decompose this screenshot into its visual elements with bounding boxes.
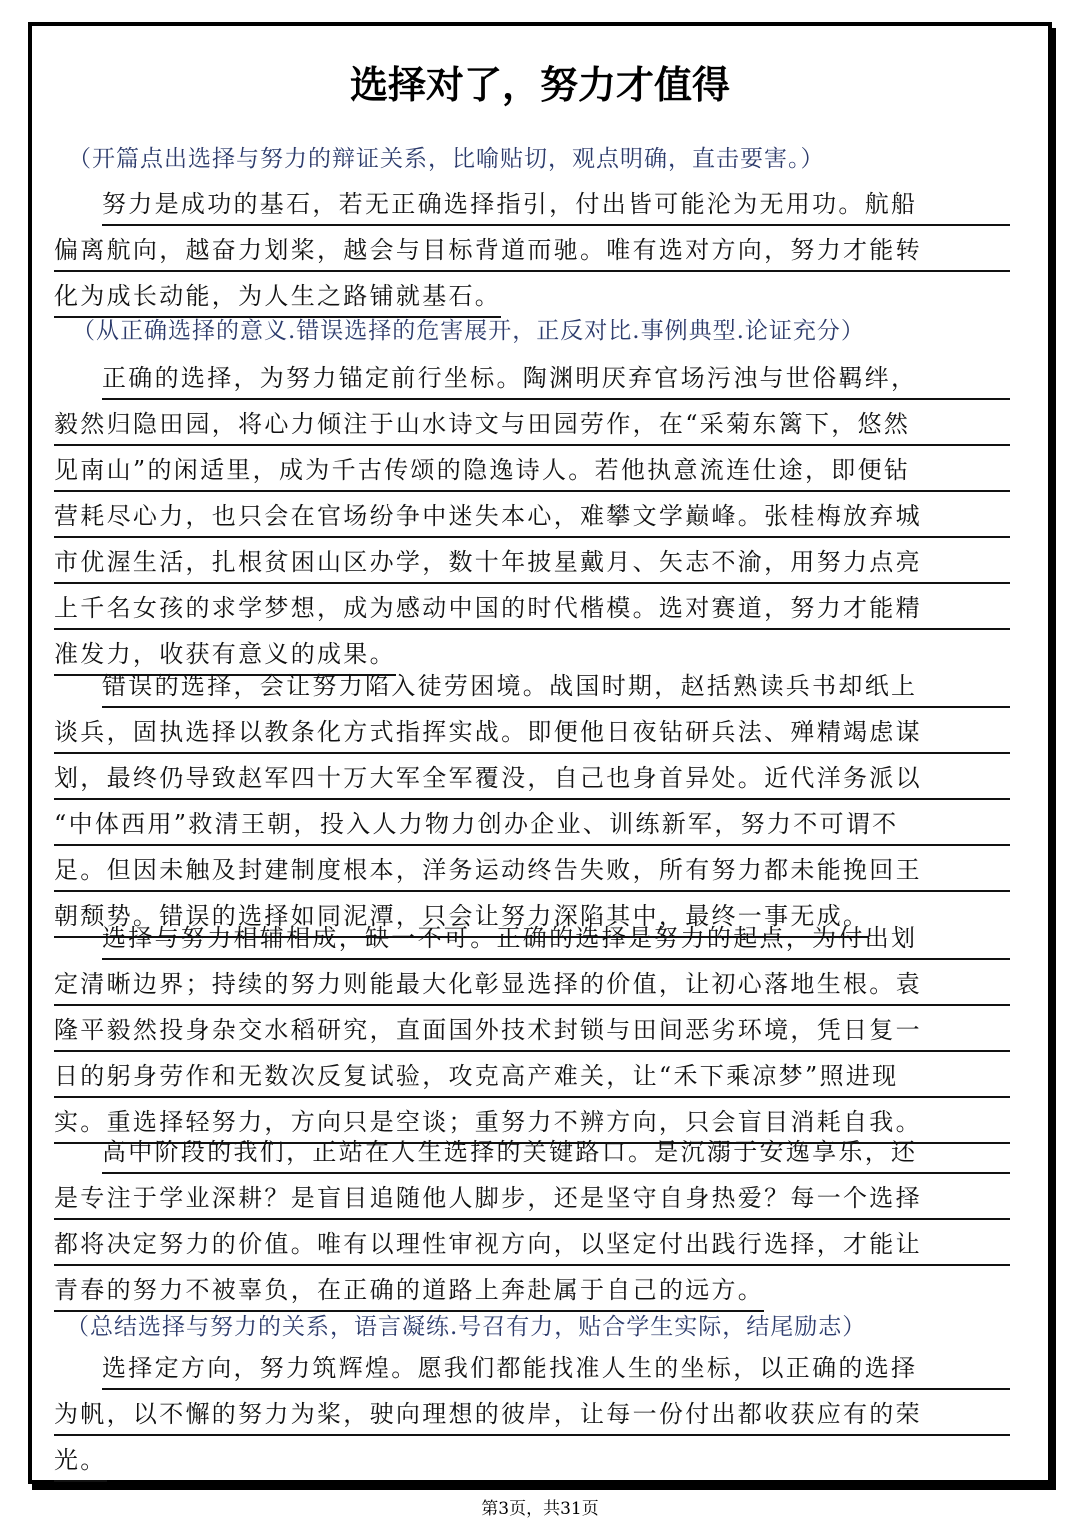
text-line: 偏离航向，越奋力划桨，越会与目标背道而驰。唯有选对方向，努力才能转 xyxy=(54,228,1014,274)
text-line: 光。 xyxy=(54,1438,1014,1484)
text-line: 准发力，收获有意义的成果。 xyxy=(54,632,1014,678)
essay-paragraph xyxy=(54,916,1014,1146)
text-line: 青春的努力不被辜负，在正确的道路上奔赴属于自己的远方。 xyxy=(54,1268,1014,1314)
text-line: 朝颓势。错误的选择如同泥潭，只会让努力深陷其中，最终一事无成。 xyxy=(54,894,1014,940)
text-line: 划，最终仍导致赵军四十万大军全军覆没，自己也身首异处。近代洋务派以 xyxy=(54,756,1014,802)
text-line: 足。但因未触及封建制度根本，洋务运动终告失败，所有努力都未能挽回王 xyxy=(54,848,1014,894)
essay-paragraph xyxy=(54,1130,1014,1314)
text-line: 都将决定努力的价值。唯有以理性审视方向，以坚定付出践行选择，才能让 xyxy=(54,1222,1014,1268)
text-line: 高中阶段的我们，正站在人生选择的关键路口。是沉溺于安逸享乐，还 xyxy=(54,1130,1014,1176)
text-line: 上千名女孩的求学梦想，成为感动中国的时代楷模。选对赛道，努力才能精 xyxy=(54,586,1014,632)
essay-title: 选择对了，努力才值得 xyxy=(349,63,730,107)
text-line: 选择与努力相辅相成，缺一不可。正确的选择是努力的起点，为付出划 xyxy=(54,916,1014,962)
text-line: 实。重选择轻努力，方向只是空谈；重努力不辨方向，只会盲目消耗自我。 xyxy=(54,1100,1014,1146)
text-line: 正确的选择，为努力锚定前行坐标。陶渊明厌弃官场污浊与世俗羁绊， xyxy=(54,356,1014,402)
text-line: 定清晰边界；持续的努力则能最大化彰显选择的价值，让初心落地生根。袁 xyxy=(54,962,1014,1008)
essay-paragraph xyxy=(54,182,1014,320)
text-line: 营耗尽心力，也只会在官场纷争中迷失本心，难攀文学巅峰。张桂梅放弃城 xyxy=(54,494,1014,540)
text-line: 见南山”的闲适里，成为千古传颂的隐逸诗人。若他执意流连仕途，即便钻 xyxy=(54,448,1014,494)
text-line: 市优渥生活，扎根贫困山区办学，数十年披星戴月、矢志不渝，用努力点亮 xyxy=(54,540,1014,586)
text-line: 选择定方向，努力筑辉煌。愿我们都能找准人生的坐标，以正确的选择 xyxy=(54,1346,1014,1392)
annotation-note: （开篇点出选择与努力的辩证关系，比喻贴切，观点明确，直击要害。） xyxy=(68,146,825,172)
text-line: 化为成长动能，为人生之路铺就基石。 xyxy=(54,274,1014,320)
annotation-note: （总结选择与努力的关系，语言凝练.号召有力，贴合学生实际，结尾励志） xyxy=(66,1314,867,1340)
text-line: “中体西用”救清王朝，投入人力物力创办企业、训练新军，努力不可谓不 xyxy=(54,802,1014,848)
text-line: 毅然归隐田园，将心力倾注于山水诗文与田园劳作，在“采菊东篱下，悠然 xyxy=(54,402,1014,448)
text-line: 日的躬身劳作和无数次反复试验，攻克高产难关，让“禾下乘凉梦”照进现 xyxy=(54,1054,1014,1100)
essay-paragraph xyxy=(54,1346,1014,1484)
page-number: 第3页，共31页 xyxy=(481,1499,599,1519)
text-line: 努力是成功的基石，若无正确选择指引，付出皆可能沦为无用功。航船 xyxy=(54,182,1014,228)
text-line: 隆平毅然投身杂交水稻研究，直面国外技术封锁与田间恶劣环境，凭日复一 xyxy=(54,1008,1014,1054)
essay-paragraph xyxy=(54,664,1014,940)
text-line: 谈兵，固执选择以教条化方式指挥实战。即便他日夜钻研兵法、殚精竭虑谋 xyxy=(54,710,1014,756)
text-line: 错误的选择，会让努力陷入徒劳困境。战国时期，赵括熟读兵书却纸上 xyxy=(54,664,1014,710)
annotation-note: （从正确选择的意义.错误选择的危害展开，正反对比.事例典型.论证充分） xyxy=(72,318,865,344)
text-line: 是专注于学业深耕？是盲目追随他人脚步，还是坚守自身热爱？每一个选择 xyxy=(54,1176,1014,1222)
page-frame xyxy=(28,22,1052,1484)
essay-paragraph xyxy=(54,356,1014,678)
text-line: 为帆，以不懈的努力为桨，驶向理想的彼岸，让每一份付出都收获应有的荣 xyxy=(54,1392,1014,1438)
